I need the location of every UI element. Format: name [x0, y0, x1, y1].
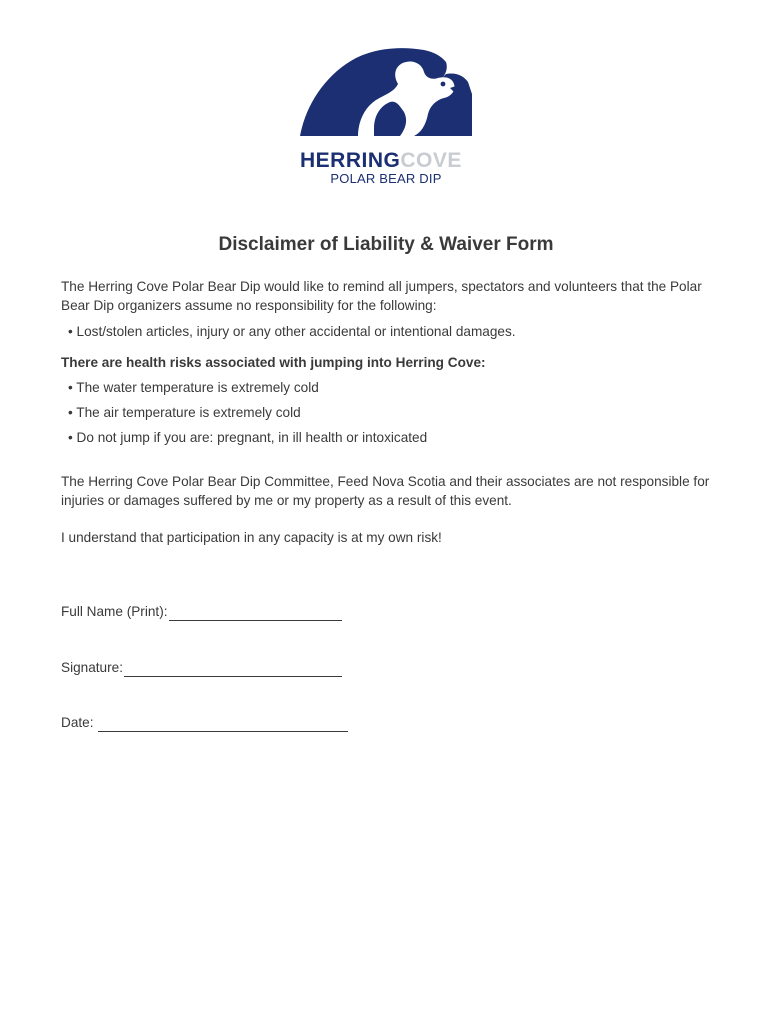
health-bullet-item: • The water temperature is extremely cold [68, 380, 319, 395]
form-title: Disclaimer of Liability & Waiver Form [218, 234, 554, 255]
signature-label: Signature: [61, 660, 123, 675]
date-blank[interactable] [98, 716, 348, 732]
signature-blank[interactable] [124, 661, 342, 677]
health-bullet-item: • The air temperature is extremely cold [68, 405, 301, 420]
herring-cove-logo [296, 44, 476, 192]
date-field[interactable] [61, 713, 348, 732]
full-name-blank[interactable] [169, 605, 342, 621]
logo-wordmark [296, 150, 476, 172]
committee-paragraph: The Herring Cove Polar Bear Dip Committee, Feed Nova Scotia and their associates are not responsible for injuries or damages suffered by me or my property as a result of this event. [61, 474, 710, 508]
full-name-field[interactable] [61, 602, 342, 621]
logo-word-herring: HERRING [300, 149, 401, 172]
polar-bear-icon [296, 44, 476, 154]
acknowledgement-text: I understand that participation in any capacity is at my own risk! [61, 530, 442, 545]
logo-subtitle: POLAR BEAR DIP [330, 171, 442, 186]
logo-word-cove: COVE [400, 149, 462, 172]
date-label: Date: [61, 715, 98, 730]
signature-field[interactable] [61, 658, 342, 677]
full-name-label: Full Name (Print): [61, 604, 168, 619]
intro-bullet-item: • Lost/stolen articles, injury or any other accidental or intentional damages. [68, 324, 516, 339]
health-risks-heading: There are health risks associated with jumping into Herring Cove: [61, 355, 486, 370]
health-bullet-item: • Do not jump if you are: pregnant, in ill health or intoxicated [68, 430, 428, 445]
intro-paragraph: The Herring Cove Polar Bear Dip would like to remind all jumpers, spectators and volunteers that the Polar Bear Dip organizers assume no responsibility for the following: [61, 279, 702, 313]
